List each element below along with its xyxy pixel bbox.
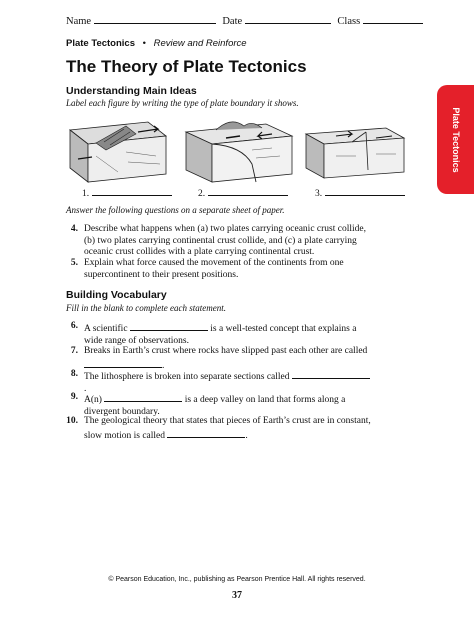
section-heading-understanding: Understanding Main Ideas [66, 85, 197, 97]
copyright-footer: © Pearson Education, Inc., publishing as Pearson Prentice Hall. All rights reserved. [108, 576, 366, 583]
figure-1-diagram [70, 122, 166, 182]
vocab-blank-8[interactable] [292, 369, 370, 379]
figure-3-diagram [306, 128, 404, 178]
figure-2-diagram [186, 122, 292, 182]
item-text-before: The geological theory that states that pieces of Earth’s crust are in constant, slow motion is called [84, 416, 371, 441]
section-heading-vocabulary: Building Vocabulary [66, 289, 167, 301]
vocab-blank-7[interactable] [84, 358, 162, 368]
question-text: Explain what force caused the movement of the continents from one supercontinent to their present positions. [84, 258, 344, 280]
class-label: Class [337, 16, 361, 27]
question-5 [66, 258, 372, 281]
figure-1-label [82, 186, 172, 199]
name-label: Name [66, 16, 92, 27]
figure-instruction: Label each figure by writing the type of plate boundary it shows. [66, 98, 299, 108]
side-tab-label: Plate Tectonics [450, 106, 461, 173]
question-4 [66, 224, 372, 259]
page-number: 37 [232, 590, 242, 601]
class-blank[interactable] [363, 14, 423, 24]
item-number: 10. [66, 416, 78, 426]
figure-3-label [315, 186, 405, 199]
question-number: 4. [70, 224, 78, 234]
item-text-before: The lithosphere is broken into separate sections called [84, 372, 292, 382]
section-name: Plate Tectonics [66, 38, 135, 49]
item-text-before: A scientific [84, 324, 130, 334]
vocab-item-10 [66, 416, 372, 442]
item-number: 6. [70, 321, 78, 331]
item-text-after: . [245, 430, 248, 441]
vocab-blank-9[interactable] [104, 392, 182, 402]
vocab-item-9 [66, 392, 372, 418]
item-text-after: is a well-tested concept that explains a wide range of observations. [84, 324, 357, 346]
item-text-before: Breaks in Earth’s crust where rocks have slipped past each other are called [84, 346, 368, 356]
figure-2-blank[interactable] [208, 186, 288, 196]
date-blank[interactable] [245, 14, 331, 24]
question-number: 5. [70, 258, 78, 268]
figure-3-blank[interactable] [325, 186, 405, 196]
item-number: 8. [70, 369, 78, 379]
vocab-item-6 [66, 321, 372, 347]
figure-3-number: 3. [315, 189, 323, 199]
date-label: Date [222, 16, 243, 27]
vocab-blank-10[interactable] [167, 428, 245, 438]
figure-2-number: 2. [198, 189, 206, 199]
item-text-after: is a deep valley on land that forms along a divergent boundary. [84, 395, 346, 417]
header-line [66, 14, 423, 27]
item-text-before: A(n) [84, 395, 105, 405]
bullet: • [142, 38, 146, 49]
figure-1-blank[interactable] [92, 186, 172, 196]
figure-2-label [198, 186, 288, 199]
item-number: 9. [70, 392, 78, 402]
item-number: 7. [70, 346, 78, 356]
name-blank[interactable] [94, 14, 216, 24]
question-text: Describe what happens when (a) two plates carrying oceanic crust collide, (b) two plates carrying continental crust collide, and (c) a plate carrying oceanic crust collides with a plate carrying continental crust. [84, 224, 366, 257]
subheader [66, 38, 247, 49]
vocabulary-instruction: Fill in the blank to complete each statement. [66, 303, 226, 313]
figure-1-number: 1. [82, 189, 90, 199]
vocab-blank-6[interactable] [130, 321, 208, 331]
side-tab [437, 85, 474, 194]
page-title: The Theory of Plate Tectonics [66, 57, 307, 76]
item-text-after: . [162, 360, 165, 371]
plate-boundary-figures [66, 112, 412, 190]
activity-name: Review and Reinforce [153, 38, 247, 49]
answer-instruction: Answer the following questions on a separate sheet of paper. [66, 205, 285, 215]
item-text-after: . [84, 383, 87, 394]
